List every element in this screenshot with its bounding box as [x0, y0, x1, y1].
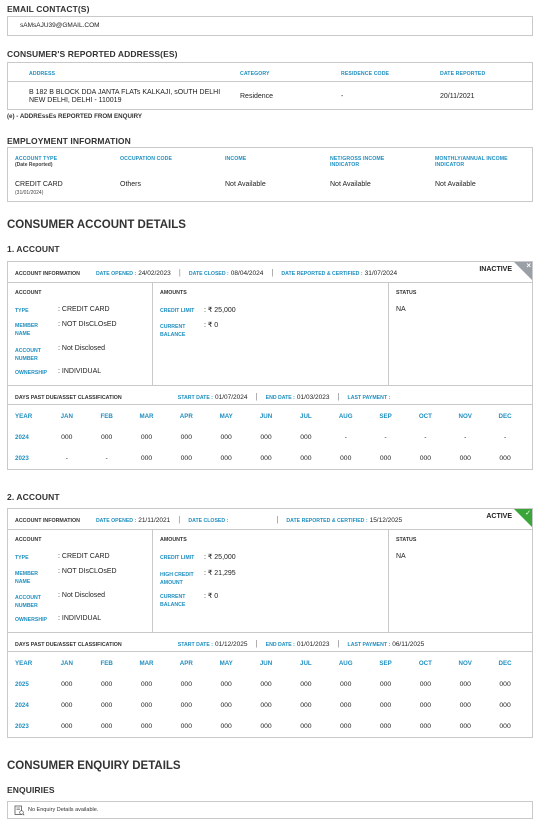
date-reported-label: DATE REPORTED & CERTIFIED : [286, 518, 368, 524]
email-box [7, 16, 533, 36]
type-label: TYPE [15, 308, 29, 314]
date-opened-value: 24/02/2023 [138, 270, 171, 277]
month-cell: OCT [418, 660, 432, 667]
dpd-title: DAYS PAST DUE/ASSET CLASSIFICATION [15, 395, 122, 401]
account-number-value: : Not Disclosed [58, 592, 106, 599]
employment-date: (31/01/2024) [15, 190, 44, 196]
month-cell: JAN [60, 660, 73, 667]
date-reported-value: 20/11/2021 [440, 93, 475, 100]
month-cell: 000 [180, 455, 192, 462]
income-header: INCOME [225, 156, 247, 162]
date-reported-value: 31/07/2024 [364, 270, 398, 277]
residence-code-value: - [341, 93, 344, 100]
month-cell: 000 [220, 455, 232, 462]
start-date-label: START DATE : [177, 395, 213, 401]
table-row [15, 702, 525, 709]
month-cell: 000 [419, 455, 432, 462]
month-cell: 000 [340, 702, 352, 709]
month-cell: - [344, 434, 347, 441]
dpd-bar: DAYS PAST DUE/ASSET CLASSIFICATION START DATE : 01/12/2025 | END DATE : 01/01/2023 | LAST PAYMENT : 06/11/2025 [15, 639, 425, 648]
address-note: (e) - ADDREssEs REPORTED FROM ENQUIRY [7, 113, 142, 120]
month-cell: 000 [140, 723, 153, 730]
table-row [15, 681, 525, 688]
type-value: : CREDIT CARD [58, 306, 110, 313]
start-date-label: START DATE : [177, 642, 213, 648]
month-cell: DEC [498, 413, 512, 420]
ownership-value: : INDIVIDUAL [58, 368, 102, 375]
month-cell: NOV [458, 660, 472, 667]
credit-limit-value: : ₹ 25,000 [204, 554, 236, 561]
year-cell: 2023 [15, 455, 29, 462]
month-cell: 000 [260, 681, 272, 688]
month-cell: 000 [100, 434, 113, 441]
month-cell: SEP [379, 660, 392, 667]
credit-limit-label: CREDIT LIMIT [160, 308, 195, 314]
date-reported-header: DATE REPORTED [440, 71, 486, 77]
amounts-col-title: AMOUNTS [160, 290, 187, 296]
residence-code-header: RESIDENCE CODE [341, 71, 390, 77]
address-table [7, 62, 533, 110]
month-cell: 000 [260, 455, 272, 462]
enquiry-title: CONSUMER ENQUIRY DETAILS [7, 760, 181, 772]
category-header: CATEGORY [240, 71, 270, 77]
month-cell: 000 [300, 455, 312, 462]
month-cell: 000 [459, 723, 471, 730]
status-col-title: STATUS [396, 537, 417, 543]
status-value: NA [396, 553, 406, 560]
month-cell: 000 [220, 702, 232, 709]
last-payment-label: LAST PAYMENT : [347, 395, 391, 401]
month-cell: 000 [140, 434, 153, 441]
high-credit-label: HIGH CREDIT AMOUNT [160, 572, 194, 586]
account1-info-bar: ACCOUNT INFORMATION DATE OPENED : 24/02/2023 | DATE CLOSED : 08/04/2024 | DATE REPORTED & CERTIFIED : 31/07/2024 [15, 268, 398, 277]
status-badge: INACTIVE [479, 266, 512, 273]
enquiry-box [7, 801, 533, 819]
month-cell: 000 [340, 723, 352, 730]
month-cell: 000 [459, 455, 471, 462]
member-name-label: MEMBER NAME [15, 323, 39, 337]
account-number-label: ACCOUNT NUMBER [15, 595, 41, 609]
month-cell: MAY [219, 413, 233, 420]
month-cell: 000 [499, 681, 511, 688]
credit-limit-value: : ₹ 25,000 [204, 307, 236, 314]
member-name-value: : NOT DIsCLOsED [58, 568, 117, 575]
month-cell: 000 [499, 723, 511, 730]
month-cell: JUN [259, 413, 273, 420]
income-value: Not Available [225, 181, 266, 188]
close-icon: × [526, 261, 531, 270]
address-section-title: CONSUMER'S REPORTED ADDRESS(ES) [7, 49, 178, 59]
account-number-value: : Not Disclosed [58, 345, 106, 352]
consumer-account-title: CONSUMER ACCOUNT DETAILS [7, 219, 186, 231]
month-cell: JAN [60, 413, 73, 420]
month-cell: AUG [338, 660, 353, 667]
date-opened-value: 21/11/2021 [138, 517, 171, 524]
email-value: sAMsAJU39@GMAIL.COM [20, 22, 100, 29]
year-cell: 2023 [15, 723, 29, 730]
account1-card [7, 261, 533, 470]
date-closed-label: DATE CLOSED : [188, 518, 229, 524]
month-cell: 000 [61, 723, 73, 730]
member-name-value: : NOT DIsCLOsED [58, 321, 117, 328]
employment-table [7, 147, 533, 202]
date-reported-value: 15/12/2025 [369, 517, 403, 524]
month-cell: - [464, 434, 467, 441]
document-search-icon [14, 805, 25, 818]
month-cell: 000 [61, 702, 73, 709]
email-section-title: EMAIL CONTACT(S) [7, 4, 90, 14]
end-date-value: 01/03/2023 [296, 394, 330, 401]
month-cell: MAY [219, 660, 233, 667]
ownership-label: OWNERSHIP [15, 617, 47, 623]
month-cell: 000 [499, 455, 511, 462]
month-cell: 000 [100, 702, 113, 709]
date-opened-label: DATE OPENED : [95, 271, 137, 277]
month-cell: SEP [379, 413, 392, 420]
account2-card [7, 508, 533, 738]
start-date-value: 01/12/2025 [214, 641, 248, 648]
month-cell: - [105, 455, 108, 462]
end-date-value: 01/01/2023 [296, 641, 330, 648]
month-cell: DEC [498, 660, 512, 667]
year-cell: 2024 [15, 434, 29, 441]
type-label: TYPE [15, 555, 29, 561]
account-col-title: ACCOUNT [15, 537, 42, 543]
address-value: B 182 B BLOCK DDA JANTA FLATs KALKAJI, sOUTH DELHI NEW DELHI, DELHI - 110019 [29, 89, 221, 104]
end-date-label: END DATE : [265, 395, 295, 401]
date-reported-subheader: (Date Reported) [15, 162, 53, 168]
status-value: NA [396, 306, 406, 313]
month-cell: - [384, 434, 387, 441]
month-cell: 000 [61, 434, 73, 441]
month-cell: - [65, 455, 68, 462]
month-cell: 000 [220, 723, 232, 730]
monthly-income-header: MONTHLY/ANNUAL INCOME INDICATOR [435, 156, 508, 168]
start-date-value: 01/07/2024 [214, 394, 248, 401]
month-cell: 000 [180, 434, 192, 441]
month-cell: 000 [260, 702, 272, 709]
month-cell: 000 [180, 723, 192, 730]
month-cell: MAR [139, 413, 154, 420]
type-value: : CREDIT CARD [58, 553, 110, 560]
no-enquiry-text: No Enquiry Details available. [28, 807, 99, 813]
current-balance-value: : ₹ 0 [204, 322, 219, 329]
month-header-row [15, 660, 525, 667]
month-cell: NOV [458, 413, 472, 420]
month-cell: 000 [140, 681, 153, 688]
month-cell: 000 [220, 681, 232, 688]
table-row [15, 434, 525, 441]
month-cell: 000 [459, 702, 471, 709]
last-payment-value: 06/11/2025 [392, 641, 425, 648]
date-closed-value: 08/04/2024 [230, 270, 264, 277]
member-name-label: MEMBER NAME [15, 571, 39, 585]
month-cell: 000 [419, 702, 432, 709]
current-balance-value: : ₹ 0 [204, 593, 219, 600]
month-cell: APR [179, 413, 193, 420]
net-income-header: NET/GROSS INCOME INDICATOR [330, 156, 385, 168]
credit-limit-label: CREDIT LIMIT [160, 555, 195, 561]
year-cell: YEAR [15, 660, 33, 667]
account-number-label: ACCOUNT NUMBER [15, 348, 41, 362]
current-balance-label: CURRENT BALANCE [160, 324, 186, 338]
net-income-value: Not Available [330, 181, 371, 188]
month-cell: 000 [300, 702, 312, 709]
month-cell: 000 [61, 681, 73, 688]
current-balance-label: CURRENT BALANCE [160, 594, 186, 608]
month-cell: APR [179, 660, 193, 667]
last-payment-label: LAST PAYMENT : [347, 642, 391, 648]
month-header-row [15, 413, 525, 420]
month-cell: 000 [379, 455, 392, 462]
month-cell: 000 [419, 681, 432, 688]
monthly-income-value: Not Available [435, 181, 476, 188]
year-cell: YEAR [15, 413, 33, 420]
employment-section-title: EMPLOYMENT INFORMATION [7, 136, 131, 146]
month-cell: 000 [260, 723, 272, 730]
month-cell: MAR [139, 660, 154, 667]
month-cell: 000 [499, 702, 511, 709]
month-cell: 000 [300, 434, 312, 441]
end-date-label: END DATE : [265, 642, 295, 648]
dpd-title: DAYS PAST DUE/ASSET CLASSIFICATION [15, 642, 122, 648]
status-badge: ACTIVE [486, 513, 512, 520]
month-cell: JUL [300, 660, 312, 667]
ownership-value: : INDIVIDUAL [58, 615, 102, 622]
status-col-title: STATUS [396, 290, 417, 296]
month-cell: 000 [140, 455, 153, 462]
month-cell: AUG [338, 413, 353, 420]
account-info-label: ACCOUNT INFORMATION [15, 271, 80, 277]
month-cell: 000 [379, 723, 392, 730]
month-cell: FEB [100, 413, 113, 420]
month-cell: 000 [340, 455, 352, 462]
ownership-label: OWNERSHIP [15, 370, 47, 376]
month-cell: 000 [300, 681, 312, 688]
employment-account-type: CREDIT CARD [15, 181, 63, 188]
month-cell: 000 [379, 681, 392, 688]
month-cell: 000 [140, 702, 153, 709]
date-closed-label: DATE CLOSED : [188, 271, 229, 277]
month-cell: FEB [100, 660, 113, 667]
date-reported-label: DATE REPORTED & CERTIFIED : [281, 271, 363, 277]
month-cell: JUN [259, 660, 273, 667]
month-cell: - [503, 434, 507, 441]
month-cell: 000 [340, 681, 352, 688]
month-cell: 000 [220, 434, 232, 441]
month-cell: 000 [100, 681, 113, 688]
month-cell: 000 [419, 723, 432, 730]
month-cell: 000 [379, 702, 392, 709]
month-cell: JUL [300, 413, 312, 420]
year-cell: 2024 [15, 702, 29, 709]
table-row [15, 723, 525, 730]
year-cell: 2025 [15, 681, 29, 688]
account-info-label: ACCOUNT INFORMATION [15, 518, 80, 524]
check-icon: ✓ [525, 510, 531, 517]
month-cell: - [424, 434, 427, 441]
account-col-title: ACCOUNT [15, 290, 42, 296]
month-cell: 000 [260, 434, 272, 441]
month-cell: 000 [300, 723, 312, 730]
date-opened-label: DATE OPENED : [95, 518, 137, 524]
month-cell: 000 [459, 681, 471, 688]
dpd-bar: DAYS PAST DUE/ASSET CLASSIFICATION START DATE : 01/07/2024 | END DATE : 01/03/2023 | LAST PAYMENT : [15, 392, 391, 401]
amounts-col-title: AMOUNTS [160, 537, 187, 543]
month-cell: 000 [100, 723, 113, 730]
month-cell: OCT [418, 413, 432, 420]
enquiries-subtitle: ENQUIRIES [7, 785, 55, 795]
month-cell: 000 [180, 681, 192, 688]
account2-info-bar: ACCOUNT INFORMATION DATE OPENED : 21/11/2021 | DATE CLOSED : | DATE REPORTED & CERTIFIED : 15/12/2025 [15, 515, 403, 524]
occupation-header: OCCUPATION CODE [120, 156, 173, 162]
occupation-value: Others [120, 181, 142, 188]
table-row [15, 455, 525, 462]
account1-title: 1. ACCOUNT [7, 244, 60, 254]
account2-title: 2. ACCOUNT [7, 492, 60, 502]
address-header: ADDRESS [29, 71, 56, 77]
account-type-header: ACCOUNT TYPE [15, 156, 58, 162]
category-value: Residence [240, 93, 274, 100]
month-cell: 000 [180, 702, 192, 709]
high-credit-value: : ₹ 21,295 [204, 570, 236, 577]
